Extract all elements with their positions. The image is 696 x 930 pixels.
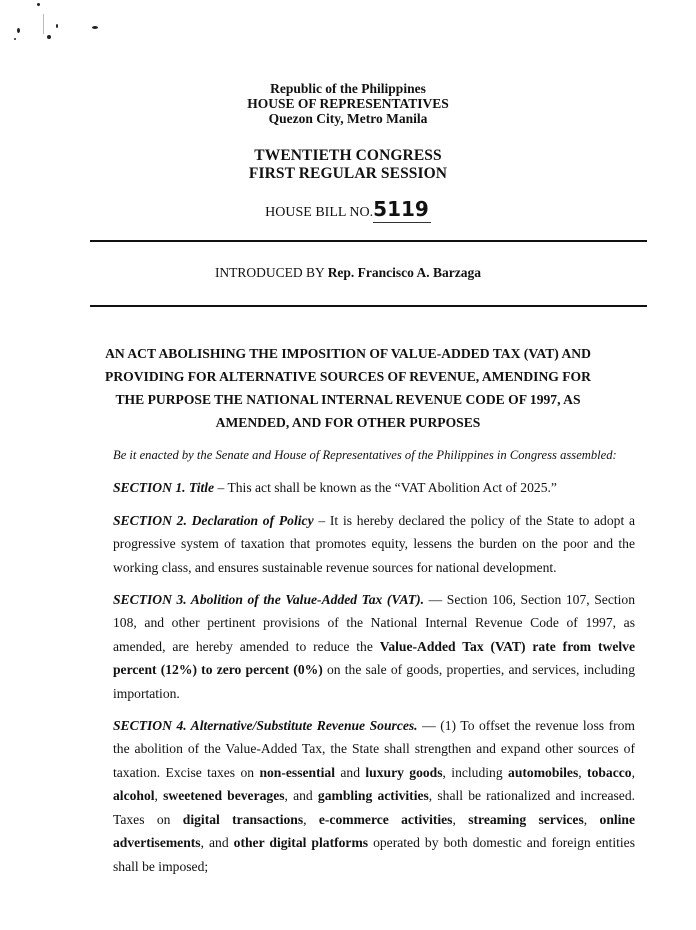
section-dash: — (417, 718, 441, 734)
section-text: This act shall be known as the “VAT Abolition Act of 2025.” (227, 480, 557, 496)
section-text: (1) To offset the revenue loss from the abolition of the Value-Added Tax, the State shall strengthen and expand other sources of taxation. Excise taxes on (113, 718, 635, 780)
introduced-label: INTRODUCED BY (214, 265, 325, 280)
author-name: Rep. Francisco A. Barzaga (327, 265, 482, 280)
scan-speck (17, 28, 20, 33)
section-dash: — (424, 592, 447, 608)
act-title-line: PROVIDING FOR ALTERNATIVE SOURCES OF REVENUE, AMENDING FOR (105, 369, 591, 384)
section-text: , (578, 764, 588, 780)
house-line: HOUSE OF REPRESENTATIVES (247, 96, 449, 111)
section-bold-text: other digital platforms (233, 835, 369, 851)
section-bold-text: alcohol (113, 788, 155, 804)
act-title-line: AMENDED, AND FOR OTHER PURPOSES (215, 415, 481, 430)
divider-bottom (90, 305, 647, 307)
act-title-line: THE PURPOSE THE NATIONAL INTERNAL REVENUE CODE OF 1997, AS (115, 392, 581, 407)
republic-line: Republic of the Philippines (270, 81, 426, 96)
scan-speck (43, 14, 44, 34)
section-heading: SECTION 3. Abolition of the Value-Added Tax (VAT). (113, 592, 425, 608)
scan-speck (47, 35, 51, 39)
section-text: , and (284, 788, 318, 804)
scan-speck (92, 26, 98, 29)
section-3 (113, 588, 635, 705)
section-text: , and (200, 835, 234, 851)
section-bold-text: automobiles (508, 764, 579, 780)
section-bold-text: e-commerce activities (318, 811, 453, 827)
section-bold-text: gambling activities (317, 788, 429, 804)
scan-speck (14, 38, 16, 40)
section-text: Section 106, Section 107, Section 108, and other pertinent provisions of the National Internal Revenue Code of 1997, as amended, are hereby amended to reduce the (113, 592, 636, 654)
scan-speck (56, 24, 58, 28)
section-bold-text: tobacco (587, 764, 632, 780)
scan-speck (37, 3, 40, 6)
section-text: , including (442, 764, 509, 780)
bill-number: 5119 (373, 197, 429, 221)
section-heading: SECTION 4. Alternative/Substitute Revenue Sources. (113, 718, 418, 734)
bill-body (113, 444, 635, 887)
introduced-by (0, 265, 696, 281)
section-text: , shall be rationalized and increased. Taxes on (113, 788, 636, 827)
section-bold-text: streaming services (468, 811, 584, 827)
section-4 (113, 714, 635, 878)
section-dash: – (313, 512, 330, 528)
section-bold-text: online advertisements (113, 811, 636, 851)
section-bold-text: Value-Added Tax (VAT) rate from twelve percent (12%) to zero percent (0%) (113, 638, 635, 678)
act-title-line: AN ACT ABOLISHING THE IMPOSITION OF VALUE-ADDED TAX (VAT) AND (105, 346, 591, 361)
act-title (0, 342, 696, 434)
session-line: FIRST REGULAR SESSION (248, 165, 448, 182)
section-dash: – (214, 480, 228, 496)
section-text: operated by both domestic and foreign entities shall be imposed; (113, 835, 635, 874)
section-heading: SECTION 1. Title (113, 480, 215, 496)
location-line: Quezon City, Metro Manila (268, 111, 428, 126)
section-bold-text: non-essential (259, 764, 335, 780)
section-1 (113, 476, 635, 499)
section-bold-text: sweetened beverages (163, 788, 285, 804)
section-text: , (452, 811, 469, 827)
section-heading: SECTION 2. Declaration of Policy (113, 512, 314, 528)
section-text: on the sale of goods, properties, and services, including importation. (113, 662, 636, 701)
section-text: , (303, 811, 319, 827)
section-text: It is hereby declared the policy of the State to adopt a progressive system of taxation that promotes equity, lessens the burden on the poor and the working class, and ensures sustainable revenue sources for national development. (113, 512, 636, 575)
section-text: , (154, 788, 164, 804)
divider-top (90, 240, 647, 242)
section-bold-text: digital transactions (182, 811, 304, 827)
section-text: and (334, 764, 366, 780)
section-text: , (631, 764, 635, 780)
section-2 (113, 509, 635, 579)
congress-line: TWENTIETH CONGRESS (254, 147, 442, 164)
bill-number-line (0, 197, 696, 221)
bill-label: HOUSE BILL NO. (265, 205, 374, 220)
section-text: , (583, 811, 600, 827)
section-bold-text: luxury goods (365, 764, 443, 780)
enacting-clause: Be it enacted by the Senate and House of Representatives of the Philippines in Congress assembled: (113, 448, 617, 462)
